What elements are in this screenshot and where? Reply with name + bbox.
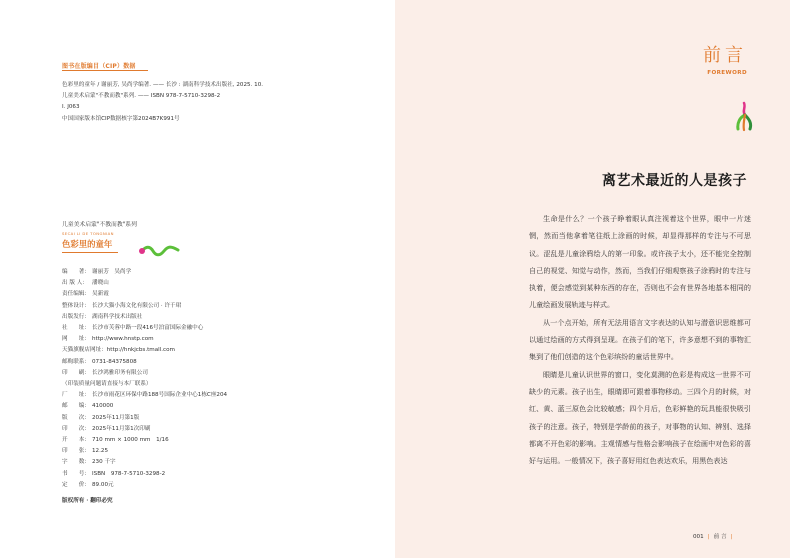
info-row: 版 次： 2025年11月第1版: [62, 414, 140, 421]
info-row: 编 著： 谢丽芳 吴尚学: [62, 269, 132, 275]
right-page: [395, 0, 790, 558]
info-row: 整体设计： 长沙大猫小海文化有限公司 · 许千珺: [62, 302, 182, 309]
info-row: 邮购联系： 0731-84375808: [62, 358, 137, 365]
cip-line: Ⅰ. J063: [62, 104, 80, 111]
book-title: 色彩里的童年: [62, 239, 113, 249]
info-row: 印 张： 12.25: [62, 448, 109, 455]
preface-subtitle: FOREWORD: [707, 70, 747, 76]
paragraph: 生命是什么？一个孩子睁着眼认真注视着这个世界，眼中一片迷惘，然而当他拿着笔往纸上涂画的时候，却显得那样的专注与不可思议。涩乱是儿童涂鸦绘人的第一印象。或许孩子太小，还不能完全控制自己的视觉、知觉与动作，然而，当我们仔细观察孩子涂鸦时的专注与执着，便会感觉到某种东西的存在，否则也不会有世界各地基本相同的儿童绘画发展轨迹与样式。: [529, 214, 751, 310]
cip-line: 色彩里的童年 / 谢丽芳, 吴尚学编著. —— 长沙 : 湖南科学技术出版社, 2025. 10.: [62, 82, 264, 88]
cip-title: 图书在版编目（CIP）数据: [62, 63, 136, 70]
info-row: 厂 址： 长沙市雨花区环保中路188号国际企业中心1栋C座204: [62, 392, 228, 399]
page-number: 001: [693, 534, 704, 540]
cip-line: 中国国家版本馆CIP数据核字第2024B7K991号: [62, 115, 180, 122]
page-section-label: 前 言: [713, 534, 727, 540]
preface-body: [529, 210, 751, 469]
info-row: 责任编辑： 吴新霞: [62, 291, 109, 298]
info-row: 出 版 人： 潘晓山: [62, 280, 109, 287]
book-title-pinyin: SECAI LI DE TONGNIAN: [62, 231, 114, 236]
title-underline: [62, 252, 118, 253]
paragraph: 眼睛是儿童认识世界的窗口，变化莫测的色彩是构成这一世界不可缺少的元素。孩子出生，眼睛即可跟着事物移动。三四个月的时候，对红、黄、蓝三原色会比较敏感；四个月后，色彩鲜艳的玩具能很快吸引孩子的注意。孩子，特别是学龄前的孩子，对事物的认知、辨别、选择都离不开色彩的影响。主观情感与性格会影响孩子在绘画中对色彩的喜好与运用。一般情况下，孩子喜好用红色表达欢乐，用黑色表达: [529, 369, 751, 466]
series-name: 儿童美术启蒙"不教而教"系列: [62, 222, 137, 228]
paint-splash-icon: [732, 101, 756, 133]
cip-data: [62, 80, 263, 125]
info-row: 网 址： http://www.hnstp.com: [62, 336, 154, 343]
preface-title: 前言: [703, 45, 747, 66]
info-row: 出版发行： 湖南科学技术出版社: [62, 313, 143, 320]
cip-line: 儿童美术启蒙"不教而教"系列. —— ISBN 978-7-5710-3298-2: [62, 93, 221, 100]
info-row: 开 本： 710 mm × 1000 mm 1/16: [62, 437, 169, 444]
info-row: 印 刷： 长沙鸿雅印务有限公司: [62, 369, 148, 376]
info-row: 社 址： 长沙市芙蓉中路一段416号泊富国际金融中心: [62, 325, 204, 332]
info-row: （印装质量问题请直接与本厂联系）: [62, 381, 152, 388]
cip-underline: [62, 70, 148, 71]
squiggle-icon: [138, 244, 182, 258]
info-row: 定 价： 89.00元: [62, 481, 114, 488]
essay-title: 离艺术最近的人是孩子: [602, 173, 747, 189]
info-row: 印 次： 2025年11月第1次印刷: [62, 425, 151, 432]
paragraph: 从一个点开始，所有无法用语言文字表达的认知与潜意识思维都可以通过绘画的方式得到呈现。在孩子们的笔下，许多意想不到的事物汇集到了他们创造的这个色彩缤纷的童话世界中。: [529, 317, 751, 362]
info-row: 字 数： 230 千字: [62, 459, 116, 466]
publication-info: [62, 267, 227, 491]
info-row: 邮 编： 410000: [62, 403, 114, 410]
rights-notice: 版权所有 · 翻印必究: [62, 498, 113, 504]
info-row: 书 号： ISBN 978-7-5710-3298-2: [62, 470, 166, 477]
info-row: 天猫旗舰店网址： http://hnkjcbs.tmall.com: [62, 347, 176, 354]
page-footer: 001 | 前 言 |: [693, 534, 733, 540]
